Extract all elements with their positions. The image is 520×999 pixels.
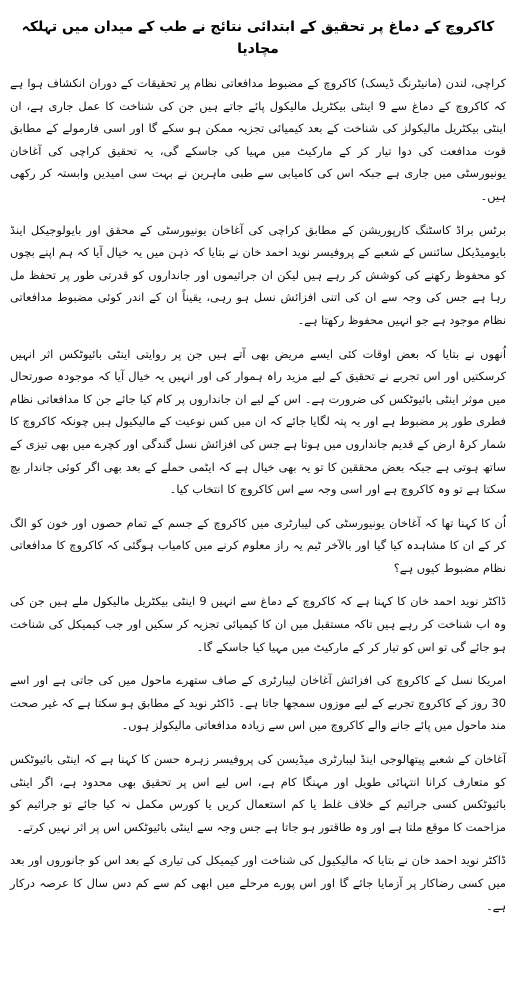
article-paragraph-8: ڈاکٹر نوید احمد خان نے بتایا کہ مالیکیول کی شناخت اور کیمیکل کی تیاری کے بعد اس کو جانوروں اور بعد میں کسی رضاکار پر آزمایا جائے گا اور اس پورے مرحلے میں ابھی کم سے کم دس سال کا عرصہ درکار ہے۔ <box>10 853 506 913</box>
article-paragraph-5: ڈاکٹر نوید احمد خان کا کہنا ہے کہ کاکروچ کے دماغ سے انہیں 9 اینٹی بیکٹریل مالیکول ملے ہیں جن کی وہ اب شناخت کر رہے ہیں تاکہ مستقبل میں ان کا کیمیائی تجزیہ کر سکیں اور جب کیمیکل کی شناخت ہو جائے گی تو اس کو تیار کر کے مارکیٹ میں مہیا کیا جاسکے گا۔ <box>10 594 506 654</box>
article-paragraph-4: اُن کا کہنا تھا کہ آغاخان یونیورسٹی کی لیبارٹری میں کاکروچ کے جسم کے تمام حصوں اور خون کو الگ کر کے ان کا مشاہدہ کیا گیا اور بالآخر ٹیم یہ راز معلوم کرنے میں کامیاب ہوگئی کہ کاکروچ کا مدافعاتی نظام مضبوط کیوں ہے؟ <box>10 515 506 575</box>
article-paragraph-6: امریکا نسل کے کاکروچ کی افزائش آغاخان لیبارٹری کے صاف ستھرے ماحول میں کی جاتی ہے اور اسے 30 روز کے کاکروچ تجربے کے لیے موزوں سمجھا جاتا ہے۔ ڈاکٹر نوید کے مطابق ہو سکتا ہے کہ غیر صحت مند ماحول میں پائے جانے والے کاکروچ میں اس سے زیادہ مدافعاتی مالیکولز ہوں۔ <box>10 673 506 733</box>
article-headline: کاکروچ کے دماغ پر تحقیق کے ابتدائی نتائج نے طب کے میدان میں تہلکہ مچادیا <box>21 19 495 57</box>
article-paragraph-7: آغاخان کے شعبے پیتھالوجی اینڈ لیبارٹری میڈیسن کی پروفیسر زہرہ حسن کا کہنا ہے کہ اینٹی بائیوٹکس کو متعارف کرانا انتہائی طویل اور مہنگا کام ہے، اس لیے اس پر تحقیق بھی محدود ہے، اگر اینٹی بائیوٹکس کسی جراثیم کے خلاف غلط یا کم استعمال کریں یا کورس مکمل نہ کیا جائے تو جراثیم کو مزاحمت کا موقع ملتا ہے اور وہ طاقتور ہو جاتا ہے جس وجہ سے اینٹی بائیوٹکس اس پر اثر نہیں کرتے۔ <box>10 752 506 834</box>
article-paragraph-1: کراچی، لندن (مانیٹرنگ ڈیسک) کاکروچ کے مضبوط مدافعاتی نظام پر تحقیقات کے دوران انکشاف ہوا ہے کہ کاکروچ کے دماغ سے 9 اینٹی بیکٹریل مالیکول پائے جاتے ہیں جن کی شناخت کا عمل جاری ہے، ان اینٹی بیکٹریل مالیکولز کی شناخت کے بعد کیمیائی تجزیہ ممکن ہو سکے گا اور اسی فارمولے کے مطابق قوت مدافعت کی دوا تیار کر کے مارکیٹ میں مہیا کی جاسکے گی، یہ تحقیق کراچی کی آغاخان یونیورسٹی میں جاری ہے جبکہ اس کی کامیابی سے طبی ماہرین نے بہت سی امیدیں وابستہ کر رکھی ہیں۔ <box>10 76 506 203</box>
article-paragraph-2: برٹس براڈ کاسٹنگ کارپوریشن کے مطابق کراچی کی آغاخان یونیورسٹی کے محقق اور بایولوجیکل اینڈ بایومیڈیکل سائنس کے شعبے کے پروفیسر نوید احمد خان نے بتایا کہ ذہن میں یہ خیال آیا کہ ہم اپنے بچوں کو محفوظ رکھنے کی کوشش کر رہے ہیں لیکن ان جراثیموں اور جانداروں کو قدرتی طور پر تحفظ مل رہا ہے جس کی وجہ سے ان کی اتنی افزائش نسل ہو رہی، یقیناً ان کے اندر کوئی مضبوط مدافعاتی نظام موجود ہے جو انہیں محفوظ رکھتا ہے۔ <box>10 222 506 327</box>
article-paragraph-3: اُنھوں نے بتایا کہ بعض اوقات کئی ایسے مریض بھی آتے ہیں جن پر روایتی اینٹی بائیوٹکس اثر انہیں کرسکتیں اور اس تجربے نے تحقیق کے لیے مزید راہ ہموار کی اور انہیں یہ خیال آیا کہ موجودہ صورتحال میں موثر اینٹی بائیوٹکس کی ضرورت ہے۔ اس کے لیے ان جانداروں پر کام کیا جائے جن کا مدافعاتی نظام فطری طور پر مضبوط ہے اور یہ پتہ لگایا جائے کہ ان میں کس نوعیت کے مالیکیول ہیں چونکہ کاکروچ کا شمار کرۂ ارض کے قدیم جانداروں میں ہوتا ہے جس کی افزائش نسل گندگی اور کچرے میں بھی تیزی کے ساتھ ہوتی ہے جبکہ بعض محققین کا تو یہ بھی خیال ہے کہ ایٹمی حملے کے بعد بھی اگر کوئی جاندار بچ سکتا ہے تو وہ کاکروچ ہے اور اسی وجہ سے اس کاکروچ کا انتخاب کیا۔ <box>10 346 506 497</box>
